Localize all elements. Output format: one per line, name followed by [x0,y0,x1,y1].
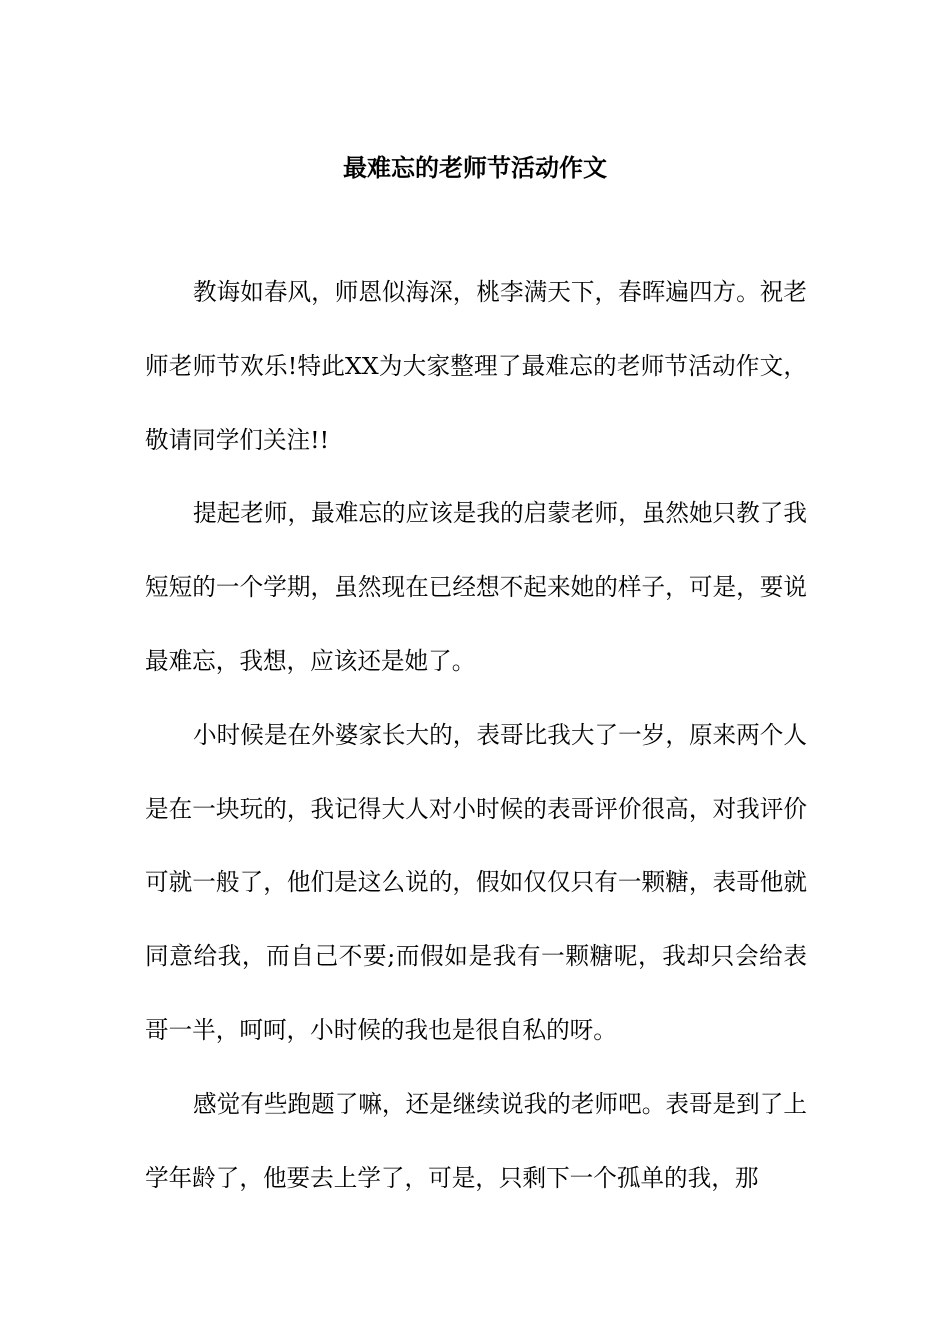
document-title: 最难忘的老师节活动作文 [343,153,607,183]
paragraph-2: 提起老师，最难忘的应该是我的启蒙老师，虽然她只教了我短短的一个学期，虽然现在已经想不起来她的样子，可是，要说最难忘，我想，应该还是她了。 [145,499,807,675]
paragraph-3: 小时候是在外婆家长大的，表哥比我大了一岁，原来两个人是在一块玩的，我记得大人对小时候的表哥评价很高，对我评价可就一般了，他们是这么说的，假如仅仅只有一颗糖，表哥他就同意给我，而自己不要;而假如是我有一颗糖呢，我却只会给表哥一半，呵呵，小时候的我也是很自私的呀。 [145,720,807,1044]
paragraph-1: 教诲如春风，师恩似海深，桃李满天下，春晖遍四方。祝老师老师节欢乐!特此XX为大家整理了最难忘的老师节活动作文，敬请同学们关注!! [145,278,807,454]
document-body [145,256,807,1215]
paragraph-4: 感觉有些跑题了嘛，还是继续说我的老师吧。表哥是到了上学年龄了，他要去上学了，可是，只剩下一个孤单的我，那 [145,1089,807,1192]
